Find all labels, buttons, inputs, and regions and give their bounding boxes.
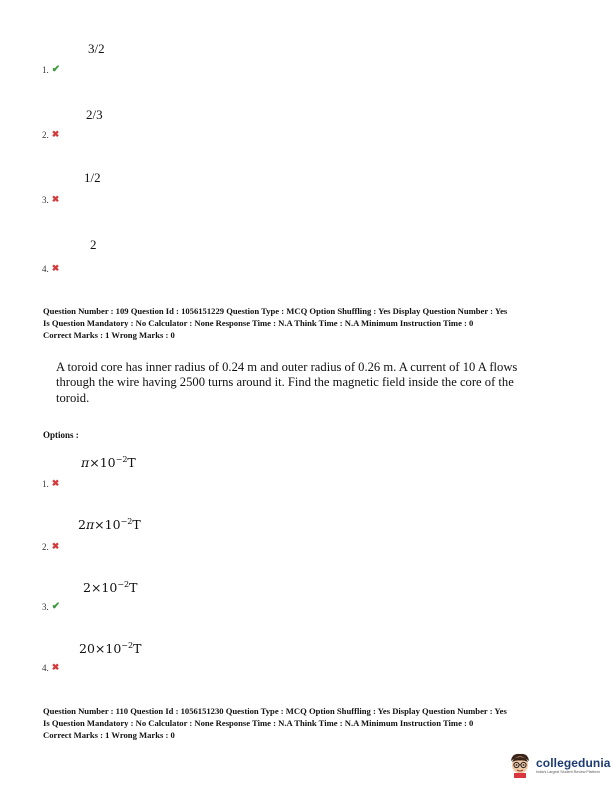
q109-option-3-value [83, 580, 137, 595]
prev-option-4-value: 2 [90, 237, 97, 252]
check-icon: ✔ [51, 601, 61, 612]
option-number: 2. [42, 129, 49, 140]
prev-option-3-value: 1/2 [84, 170, 101, 185]
option-prefix: 2 [83, 580, 91, 595]
q110-meta-line1: Question Number : 110 Question Id : 1056151230 Question Type : MCQ Option Shuffling : Yes Display Question Number : Yes [43, 706, 507, 716]
q109-question-text: A toroid core has inner radius of 0.24 m and outer radius of 0.26 m. A current of 10 A flows through the wire having 2500 turns around it. Find the magnetic field inside the core of the toroid. [56, 360, 518, 405]
option-exponent: −2 [115, 455, 128, 464]
option-multiplier: ×10 [90, 580, 118, 595]
option-multiplier: ×10 [94, 517, 121, 532]
prev-option-4-number [42, 263, 59, 274]
option-unit: T [127, 455, 136, 470]
q109-options-label: Options : [43, 430, 79, 440]
option-unit: T [129, 580, 138, 595]
q110-meta [43, 705, 588, 742]
q109-option-1-number [42, 478, 59, 489]
pi-symbol: π [85, 517, 95, 532]
option-exponent: −2 [120, 517, 133, 526]
option-prefix: 20 [79, 641, 95, 656]
option-number: 3. [42, 194, 49, 205]
logo-tagline: India's Largest Student Review Platform [536, 770, 600, 774]
prev-option-1-number [42, 64, 60, 75]
collegedunia-logo [508, 752, 611, 778]
q109-option-4-number [42, 662, 59, 673]
option-exponent: −2 [121, 641, 134, 650]
option-number: 4. [42, 662, 49, 673]
option-number: 2. [42, 541, 49, 552]
cross-icon: ✖ [51, 263, 60, 273]
prev-option-2-value: 2/3 [86, 107, 103, 122]
option-unit: T [132, 517, 141, 532]
q109-meta-line3: Correct Marks : 1 Wrong Marks : 0 [43, 330, 175, 341]
prev-option-1-value: 3/2 [88, 41, 105, 56]
option-number: 4. [42, 263, 49, 274]
q109-meta-line2: Is Question Mandatory : No Calculator : None Response Time : N.A Think Time : N.A Minimum Instruction Time : 0 [43, 318, 474, 329]
option-multiplier: ×10 [89, 455, 116, 470]
cross-icon: ✖ [51, 662, 60, 672]
option-prefix: 2 [78, 517, 86, 532]
q110-meta-line3: Correct Marks : 1 Wrong Marks : 0 [43, 730, 175, 741]
option-unit: T [133, 641, 142, 656]
prev-option-2-number [42, 129, 59, 140]
pi-symbol: π [81, 455, 90, 470]
q109-meta [43, 305, 588, 342]
option-number: 3. [42, 601, 49, 612]
q109-option-1-value [81, 455, 136, 470]
cross-icon: ✖ [51, 194, 60, 204]
q109-option-2-number [42, 541, 59, 552]
option-exponent: −2 [117, 580, 130, 589]
cross-icon: ✖ [51, 129, 60, 139]
option-multiplier: ×10 [94, 641, 122, 656]
q109-option-3-number [42, 601, 60, 612]
cross-icon: ✖ [51, 541, 60, 551]
logo-name: collegedunia [536, 756, 611, 770]
option-number: 1. [42, 478, 49, 489]
q109-meta-line1: Question Number : 109 Question Id : 1056151229 Question Type : MCQ Option Shuffling : Yes Display Question Number : Yes [43, 306, 508, 316]
q110-meta-line2: Is Question Mandatory : No Calculator : None Response Time : N.A Think Time : N.A Minimum Instruction Time : 0 [43, 718, 474, 729]
mascot-icon [508, 752, 532, 778]
option-number: 1. [42, 64, 49, 75]
prev-option-3-number [42, 194, 59, 205]
check-icon: ✔ [51, 64, 61, 75]
q109-option-4-value [79, 641, 141, 656]
cross-icon: ✖ [51, 478, 60, 488]
q109-option-2-value [78, 517, 141, 532]
